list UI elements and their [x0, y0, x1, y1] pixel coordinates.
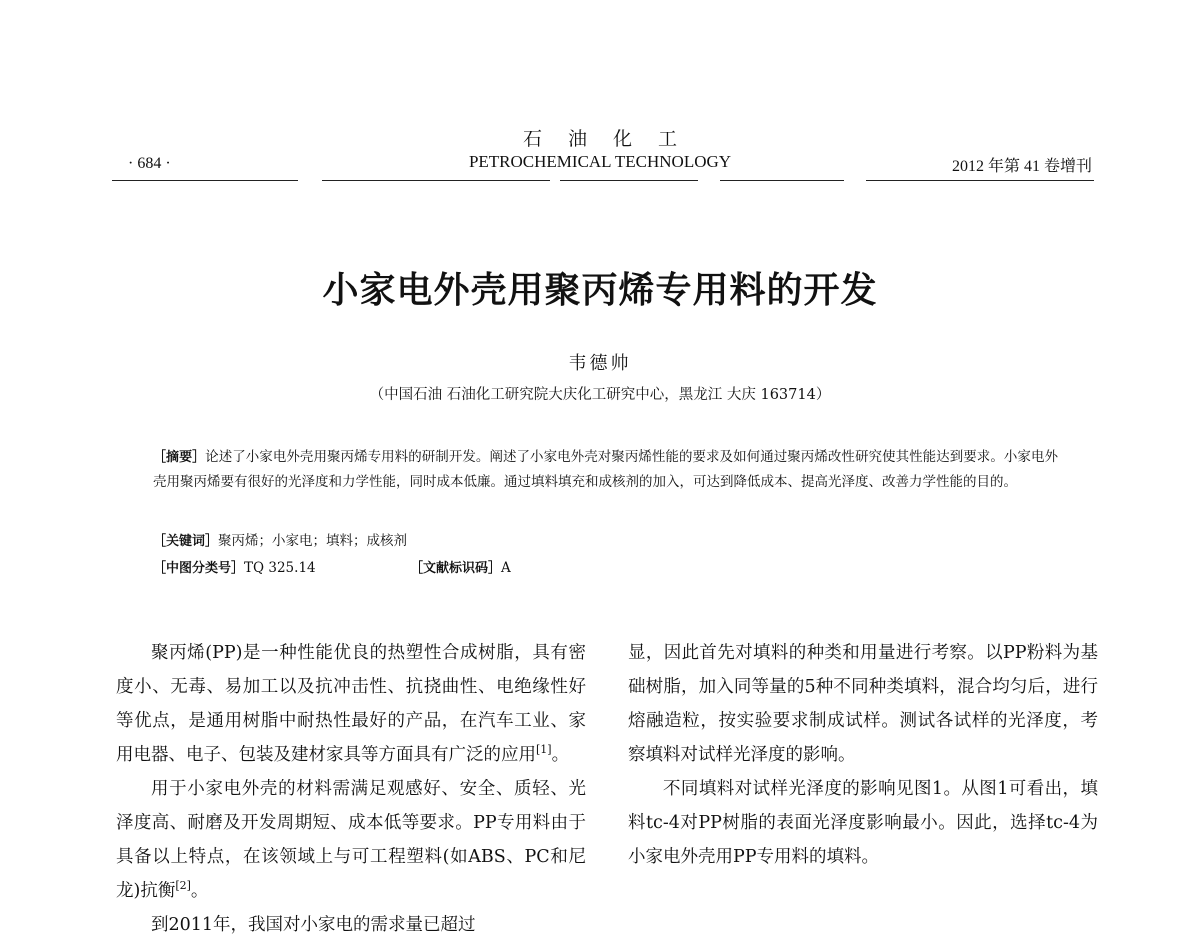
journal-title-cn: 石油化工: [522, 128, 703, 150]
header-rule: [112, 180, 298, 181]
author-affiliation: （中国石油 石油化工研究院大庆化工研究中心，黑龙江 大庆 163714）: [369, 387, 831, 403]
body-column-left: [116, 636, 586, 942]
keywords-label: ［关键词］: [153, 534, 219, 549]
abstract-text: 论述了小家电外壳用聚丙烯专用料的研制开发。阐述了小家电外壳对聚丙烯性能的要求及如何通过聚丙烯改性研究使其性能达到要求。小家电外壳用聚丙烯要有很好的光泽度和力学性能，同时成本低廉。通过填料填充和成核剂的加入，可达到降低成本、提高光泽度、改善力学性能的目的。: [153, 449, 1058, 490]
document-code: [410, 557, 511, 576]
header-rule: [720, 180, 844, 181]
classification-number: [153, 557, 316, 576]
header-rule: [560, 180, 698, 181]
header-rule: [866, 180, 1094, 181]
page-number: · 684 ·: [128, 155, 171, 172]
document-code-value: A: [501, 560, 511, 576]
paragraph: 聚丙烯(PP)是一种性能优良的热塑性合成树脂，具有密度小、无毒、易加工以及抗冲击性、抗挠曲性、电绝缘性好等优点，是通用树脂中耐热性最好的产品，在汽车工业、家用电器、电子、包装及建材家具等方面具有广泛的应用[1]。: [116, 643, 586, 765]
article-title: 小家电外壳用聚丙烯专用料的开发: [322, 270, 878, 311]
abstract: [153, 445, 1058, 494]
paragraph: 用于小家电外壳的材料需满足观感好、安全、质轻、光泽度高、耐磨及开发周期短、成本低等要求。PP专用料由于具备以上特点，在该领域上与可工程塑料(如ABS、PC和尼龙)抗衡[2]。: [116, 779, 586, 901]
issue-label: 2012 年第 41 卷增刊: [951, 158, 1092, 175]
document-code-label: ［文献标识码］: [410, 561, 502, 576]
keywords: [153, 529, 407, 549]
paragraph: 到2011年，我国对小家电的需求量已超过: [151, 915, 476, 935]
header-rule: [322, 180, 550, 181]
classification-value: TQ 325.14: [244, 560, 316, 576]
citation: [2]: [175, 879, 191, 893]
keywords-text: 聚丙烯；小家电；填料；成核剂: [218, 533, 408, 549]
paragraph: 不同填料对试样光泽度的影响见图1。从图1可看出，填料tc-4对PP树脂的表面光泽度影响最小。因此，选择tc-4为小家电外壳用PP专用料的填料。: [628, 779, 1098, 867]
author-name: 韦德帅: [568, 353, 632, 374]
citation: [1]: [536, 743, 552, 757]
journal-title-en: PETROCHEMICAL TECHNOLOGY: [468, 152, 732, 171]
classification-label: ［中图分类号］: [153, 561, 245, 576]
paragraph: 显，因此首先对填料的种类和用量进行考察。以PP粉料为基础树脂，加入同等量的5种不同种类填料，混合均匀后，进行熔融造粒，按实验要求制成试样。测试各试样的光泽度，考察填料对试样光泽度的影响。: [628, 643, 1098, 765]
body-column-right: [628, 636, 1098, 874]
abstract-label: ［摘要］: [153, 450, 206, 465]
